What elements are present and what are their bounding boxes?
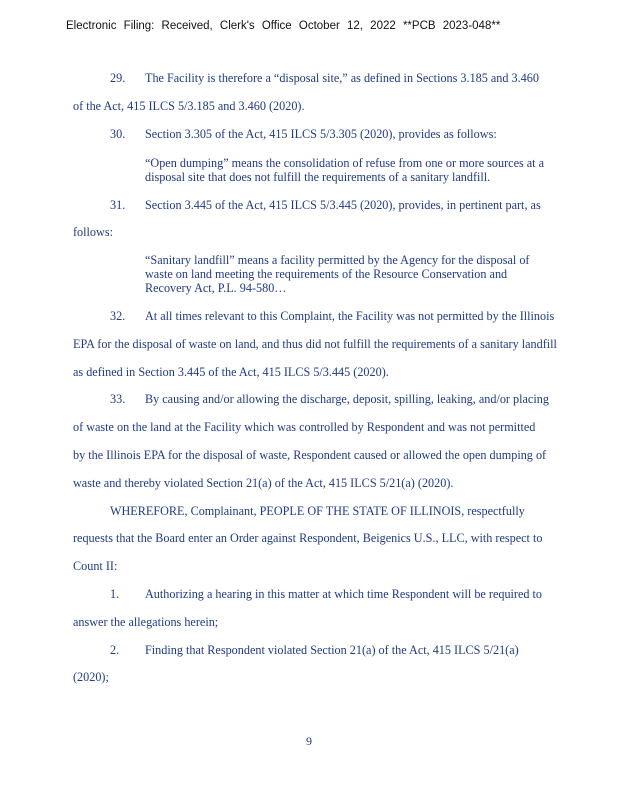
block-quote-line: “Open dumping” means the consolidation of refuse from one or more sources at a — [145, 156, 545, 170]
block-quote-line: “Sanitary landfill” means a facility permitted by the Agency for the disposal of — [145, 253, 530, 267]
relief-item-line: (2020); — [73, 670, 109, 684]
paragraph-text-line: of the Act, 415 ILCS 5/3.185 and 3.460 (2020). — [73, 99, 305, 113]
paragraph-text-line: by the Illinois EPA for the disposal of waste, Respondent caused or allowed the open dumping of — [73, 448, 547, 462]
relief-item-number: 1. — [110, 587, 120, 601]
wherefore-clause-line: WHEREFORE, Complainant, PEOPLE OF THE STATE OF ILLINOIS, respectfully — [110, 504, 525, 518]
wherefore-clause-line: requests that the Board enter an Order against Respondent, Beigenics U.S., LLC, with respect to — [73, 531, 543, 545]
filing-stamp-header: Electronic Filing: Received, Clerk's Office October 12, 2022 **PCB 2023-048** — [66, 20, 501, 32]
paragraph-text-line: as defined in Section 3.445 of the Act, 415 ILCS 5/3.445 (2020). — [73, 365, 389, 379]
paragraph-text-line: Section 3.445 of the Act, 415 ILCS 5/3.445 (2020), provides, in pertinent part, as — [145, 198, 541, 212]
paragraph-text-line: of waste on the land at the Facility which was controlled by Respondent and was not permitted — [73, 420, 536, 434]
paragraph-text-line: At all times relevant to this Complaint, the Facility was not permitted by the Illinois — [145, 309, 555, 323]
paragraph-number: 31. — [110, 198, 126, 212]
paragraph-text-line: The Facility is therefore a “disposal site,” as defined in Sections 3.185 and 3.460 — [145, 71, 539, 85]
relief-item-number: 2. — [110, 643, 120, 657]
wherefore-clause-line: Count II: — [73, 559, 118, 573]
paragraph-text-line: follows: — [73, 225, 113, 239]
block-quote-line: disposal site that does not fulfill the requirements of a sanitary landfill. — [145, 170, 491, 184]
relief-item-line: Authorizing a hearing in this matter at which time Respondent will be required to — [145, 587, 543, 601]
paragraph-text-line: Section 3.305 of the Act, 415 ILCS 5/3.305 (2020), provides as follows: — [145, 127, 497, 141]
block-quote-line: Recovery Act, P.L. 94-580… — [145, 281, 287, 295]
relief-item-line: Finding that Respondent violated Section 21(a) of the Act, 415 ILCS 5/21(a) — [145, 643, 519, 657]
paragraph-text-line: EPA for the disposal of waste on land, and thus did not fulfill the requirements of a sanitary landfill — [73, 337, 557, 351]
paragraph-number: 32. — [110, 309, 126, 323]
relief-item-line: answer the allegations herein; — [73, 615, 219, 629]
block-quote-line: waste on land meeting the requirements of the Resource Conservation and — [145, 267, 508, 281]
paragraph-number: 33. — [110, 392, 126, 406]
paragraph-text-line: By causing and/or allowing the discharge, deposit, spilling, leaking, and/or placing — [145, 392, 549, 406]
paragraph-number: 30. — [110, 127, 126, 141]
page-number: 9 — [306, 734, 312, 748]
paragraph-text-line: waste and thereby violated Section 21(a) of the Act, 415 ILCS 5/21(a) (2020). — [73, 476, 454, 490]
paragraph-number: 29. — [110, 71, 126, 85]
